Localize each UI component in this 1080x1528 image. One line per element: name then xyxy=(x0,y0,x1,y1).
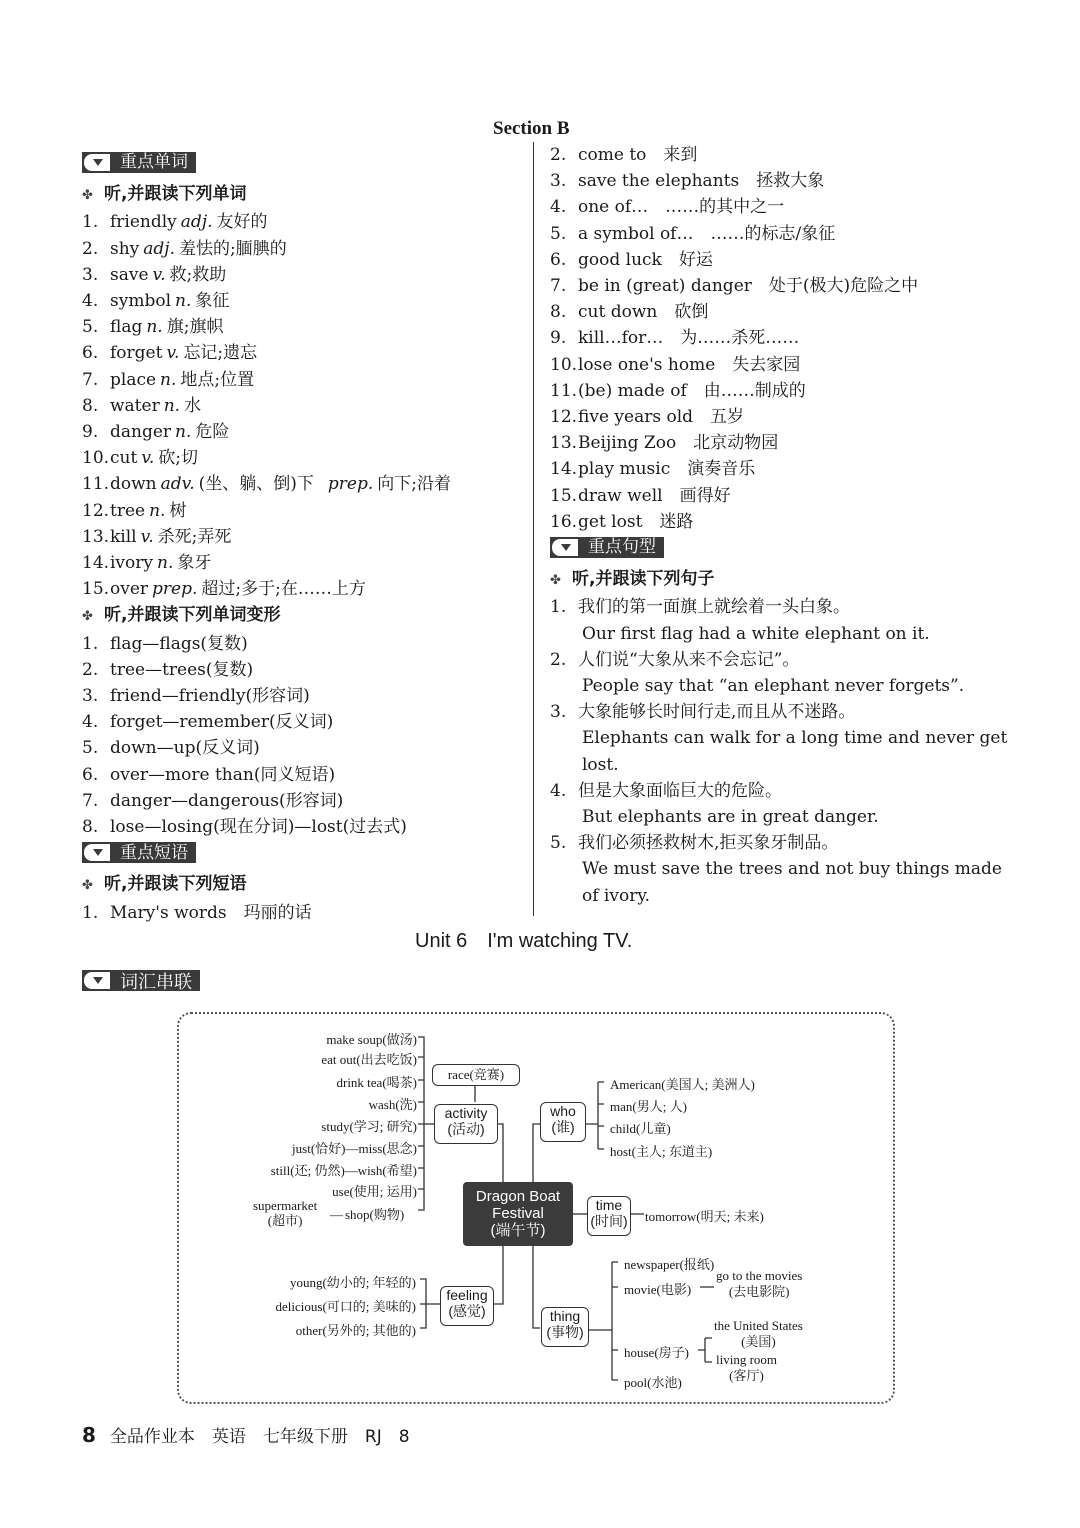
meaning: 象征 xyxy=(195,291,230,312)
item-number: 1. xyxy=(550,597,567,618)
item-text: save the elephants 拯救大象 xyxy=(578,171,825,192)
part-of-speech: adj. xyxy=(143,238,175,259)
item-text: tree—trees(复数) xyxy=(110,659,254,680)
meaning: 砍;切 xyxy=(158,448,199,469)
part-of-speech: v. xyxy=(166,343,180,364)
english-sentence: lost. xyxy=(582,754,619,775)
mindmap-item: — shop(购物) xyxy=(330,1207,405,1222)
meaning: 水 xyxy=(184,395,202,416)
meaning: 杀死;弄死 xyxy=(157,526,232,547)
node-label: Festival xyxy=(492,1205,544,1222)
clover-icon: ✤ xyxy=(82,878,93,894)
node-label: feeling xyxy=(446,1287,488,1303)
item-number: 15. xyxy=(82,579,110,600)
item-text: five years old 五岁 xyxy=(578,407,745,428)
mindmap-item: child(儿童) xyxy=(610,1121,671,1136)
item-label: (超市) xyxy=(267,1213,303,1228)
word: flag xyxy=(110,317,143,338)
meaning: 羞怯的;腼腆的 xyxy=(178,238,287,259)
race-node: race(竞赛) xyxy=(432,1064,520,1086)
who-node xyxy=(540,1102,586,1142)
chinese-sentence: 我们的第一面旗上就绘着一头白象。 xyxy=(578,597,850,618)
item-text: good luck 好运 xyxy=(578,249,713,270)
house-sub-item-room xyxy=(716,1352,777,1384)
english-sentence: But elephants are in great danger. xyxy=(582,807,879,828)
part-of-speech: prep. xyxy=(152,579,198,600)
item-text: flag—flags(复数) xyxy=(110,633,248,654)
meaning: 地点;位置 xyxy=(180,369,255,390)
subheading-label: 听,并跟读下列单词 xyxy=(104,184,247,205)
activity-node xyxy=(434,1104,498,1144)
center-node xyxy=(463,1182,573,1246)
part-of-speech: n. xyxy=(157,553,174,574)
item-label: living room xyxy=(716,1352,778,1367)
item-number: 1. xyxy=(82,633,99,654)
mindmap-item: just(恰好)—miss(思念) xyxy=(292,1141,417,1156)
subheading-label: 听,并跟读下列短语 xyxy=(104,874,247,895)
mindmap-item: pool(水池) xyxy=(624,1375,682,1390)
node-label: time xyxy=(595,1197,623,1213)
word: water xyxy=(110,395,160,416)
item-number: 7. xyxy=(82,790,99,811)
english-sentence: We must save the trees and not buy things made xyxy=(582,859,1002,880)
item-number: 13. xyxy=(550,433,578,454)
meaning: 象牙 xyxy=(177,553,212,574)
item-number: 7. xyxy=(82,369,99,390)
node-label: (事物) xyxy=(546,1324,584,1340)
item-number: 7. xyxy=(550,276,567,297)
word: danger xyxy=(110,422,172,443)
item-text: danger—dangerous(形容词) xyxy=(110,790,344,811)
item-number: 2. xyxy=(82,659,99,680)
item-text: a symbol of… ……的标志/象征 xyxy=(578,223,836,244)
mindmap-item: drink tea(喝茶) xyxy=(336,1075,417,1090)
word: cut xyxy=(110,448,138,469)
mindmap-item: delicious(可口的; 美味的) xyxy=(275,1299,416,1314)
node-label: (活动) xyxy=(447,1121,485,1137)
meaning: 旗;旗帜 xyxy=(166,317,224,338)
item-number: 5. xyxy=(82,738,99,759)
word: symbol xyxy=(110,291,172,312)
part-of-speech: n. xyxy=(175,291,192,312)
english-sentence: People say that “an elephant never forgets”. xyxy=(582,676,965,697)
part-of-speech: n. xyxy=(149,500,166,521)
english-sentence: Our first flag had a white elephant on it. xyxy=(582,623,930,644)
page-footer xyxy=(82,1422,410,1447)
item-label: (去电影院) xyxy=(728,1284,790,1299)
word: place xyxy=(110,369,157,390)
mindmap-item: newspaper(报纸) xyxy=(624,1257,715,1272)
item-label: go to the movies xyxy=(716,1268,803,1283)
item-number: 9. xyxy=(550,328,567,349)
part-of-speech: n. xyxy=(160,369,177,390)
part-of-speech: prep. xyxy=(327,474,374,495)
item-number: 4. xyxy=(82,291,99,312)
item-label: (客厅) xyxy=(729,1368,764,1383)
item-number: 4. xyxy=(550,197,567,218)
item-number: 9. xyxy=(82,422,99,443)
item-number: 1. xyxy=(82,212,99,233)
meaning: 危险 xyxy=(195,422,230,443)
clover-icon: ✤ xyxy=(82,609,93,625)
item-number: 6. xyxy=(82,343,99,364)
meaning: 忘记;遗忘 xyxy=(183,343,258,364)
item-text: down—up(反义词) xyxy=(110,738,260,759)
node-label: thing xyxy=(549,1308,581,1324)
item-text: Mary's words 玛丽的话 xyxy=(110,902,312,923)
mindmap-item: tomorrow(明天; 未来) xyxy=(645,1209,764,1224)
meaning: (坐、躺、倒)下 xyxy=(198,474,314,495)
item-text: draw well 画得好 xyxy=(578,485,731,506)
item-label: the United States xyxy=(714,1318,803,1333)
unit-title: Unit 6 I'm watching TV. xyxy=(415,930,633,952)
mindmap-item: movie(电影) xyxy=(624,1282,692,1297)
meaning: 超过;多于;在……上方 xyxy=(201,579,366,600)
mindmap-item: use(使用; 运用) xyxy=(332,1184,417,1199)
item-label: supermarket xyxy=(253,1198,318,1213)
heading-label: 词汇串联 xyxy=(120,971,192,993)
house-sub-item-us xyxy=(714,1318,803,1350)
mindmap-item: American(美国人; 美洲人) xyxy=(610,1077,755,1092)
node-label: Dragon Boat xyxy=(475,1188,561,1205)
mindmap-item: young(幼小的; 年轻的) xyxy=(289,1275,416,1290)
item-number: 13. xyxy=(82,526,110,547)
item-text: (be) made of 由……制成的 xyxy=(578,380,806,401)
item-number: 4. xyxy=(82,712,99,733)
node-label: (谁) xyxy=(551,1119,575,1135)
item-number: 10. xyxy=(82,448,110,469)
item-number: 6. xyxy=(82,764,99,785)
meaning: 友好的 xyxy=(216,212,268,233)
item-number: 3. xyxy=(550,702,567,723)
mindmap-item: house(房子) xyxy=(624,1345,689,1360)
item-text: one of… ……的其中之一 xyxy=(578,197,785,218)
item-number: 11. xyxy=(550,380,578,401)
chinese-sentence: 大象能够长时间行走,而且从不迷路。 xyxy=(578,702,856,723)
part-of-speech: v. xyxy=(140,526,154,547)
mindmap-item: wash(洗) xyxy=(368,1097,417,1112)
item-text: lose—losing(现在分词)—lost(过去式) xyxy=(110,817,407,838)
item-text: Beijing Zoo 北京动物园 xyxy=(578,433,779,454)
item-text: get lost 迷路 xyxy=(578,511,694,532)
item-text: come to 来到 xyxy=(578,145,698,165)
meaning: 树 xyxy=(169,500,187,521)
page-number: 8 xyxy=(82,1423,96,1447)
node-label: activity xyxy=(444,1105,488,1121)
item-number: 5. xyxy=(550,833,567,854)
heading-label: 重点单词 xyxy=(120,152,188,173)
item-text: cut down 砍倒 xyxy=(578,302,709,323)
part-of-speech: n. xyxy=(163,395,181,416)
mindmap-item: still(还; 仍然)—wish(希望) xyxy=(270,1163,417,1178)
mindmap-item: man(男人; 人) xyxy=(610,1099,687,1114)
item-number: 10. xyxy=(550,354,578,375)
item-number: 5. xyxy=(82,317,99,338)
meaning: 救;救助 xyxy=(169,264,227,285)
item-text: play music 演奏音乐 xyxy=(578,459,756,480)
word: kill xyxy=(110,526,137,547)
item-text: kill…for… 为……杀死…… xyxy=(578,328,800,349)
subheading-label: 听,并跟读下列单词变形 xyxy=(104,605,281,626)
part-of-speech: adv. xyxy=(160,474,195,495)
word: shy xyxy=(110,238,140,259)
node-label: (时间) xyxy=(590,1213,628,1229)
thing-node xyxy=(541,1307,589,1347)
heading-label: 重点短语 xyxy=(120,842,188,863)
meaning: 向下;沿着 xyxy=(377,474,451,495)
word: friendly xyxy=(110,212,177,233)
mindmap-item: host(主人; 东道主) xyxy=(610,1144,713,1159)
word: tree xyxy=(110,500,146,521)
word: save xyxy=(110,264,149,285)
item-number: 6. xyxy=(550,249,567,270)
item-number: 2. xyxy=(550,145,567,165)
chinese-sentence: 我们必须拯救树木,拒买象牙制品。 xyxy=(578,833,839,854)
item-number: 2. xyxy=(82,238,99,259)
item-number: 14. xyxy=(82,553,110,574)
item-number: 8. xyxy=(82,817,99,838)
part-of-speech: n. xyxy=(146,317,163,338)
item-label: shop(购物) xyxy=(345,1207,405,1222)
word: ivory xyxy=(110,553,154,574)
item-number: 15. xyxy=(550,485,578,506)
part-of-speech: adj. xyxy=(180,212,213,233)
word: forget xyxy=(110,343,163,364)
supermarket-item xyxy=(253,1198,317,1228)
node-label: (端午节) xyxy=(490,1222,546,1239)
item-number: 1. xyxy=(82,902,99,923)
item-number: 2. xyxy=(550,649,567,670)
movie-sub-item xyxy=(716,1268,802,1300)
item-number: 8. xyxy=(550,302,567,323)
node-label: who xyxy=(550,1103,576,1119)
english-sentence: Elephants can walk for a long time and never get xyxy=(582,728,1008,749)
node-label: (感觉) xyxy=(448,1303,486,1319)
item-number: 8. xyxy=(82,395,99,416)
part-of-speech: n. xyxy=(175,422,192,443)
item-text: lose one's home 失去家园 xyxy=(578,354,801,375)
item-number: 11. xyxy=(82,474,110,495)
item-text: friend—friendly(形容词) xyxy=(110,686,310,707)
item-number: 5. xyxy=(550,223,567,244)
item-number: 12. xyxy=(550,407,578,428)
english-sentence: of ivory. xyxy=(582,885,651,906)
feeling-node xyxy=(440,1286,494,1326)
item-number: 16. xyxy=(550,511,578,532)
item-text: over—more than(同义短语) xyxy=(110,764,336,785)
mindmap-item: make soup(做汤) xyxy=(326,1032,417,1047)
item-label: (美国) xyxy=(741,1334,776,1349)
chinese-sentence: 人们说“大象从来不会忘记”。 xyxy=(578,649,800,670)
item-number: 3. xyxy=(550,171,567,192)
chinese-sentence: 但是大象面临巨大的危险。 xyxy=(578,780,782,801)
word: over xyxy=(110,579,149,600)
item-number: 3. xyxy=(82,686,99,707)
item-number: 3. xyxy=(82,264,99,285)
clover-icon: ✤ xyxy=(550,573,561,589)
section-title: Section B xyxy=(493,118,570,139)
clover-icon: ✤ xyxy=(82,188,93,204)
item-number: 14. xyxy=(550,459,578,480)
subheading-label: 听,并跟读下列句子 xyxy=(572,569,715,590)
mindmap-item: eat out(出去吃饭) xyxy=(321,1052,417,1067)
mindmap-item: other(另外的; 其他的) xyxy=(295,1323,416,1338)
part-of-speech: v. xyxy=(141,448,155,469)
item-number: 4. xyxy=(550,780,567,801)
part-of-speech: v. xyxy=(152,264,166,285)
mindmap-item: study(学习; 研究) xyxy=(321,1119,417,1134)
word: down xyxy=(110,474,157,495)
item-text: be in (great) danger 处于(极大)危险之中 xyxy=(578,276,919,297)
time-node xyxy=(587,1196,631,1236)
item-number: 12. xyxy=(82,500,110,521)
footer-text: 全品作业本 英语 七年级下册 RJ 8 xyxy=(109,1427,410,1447)
heading-label: 重点句型 xyxy=(588,537,656,558)
item-text: forget—remember(反义词) xyxy=(110,712,334,733)
